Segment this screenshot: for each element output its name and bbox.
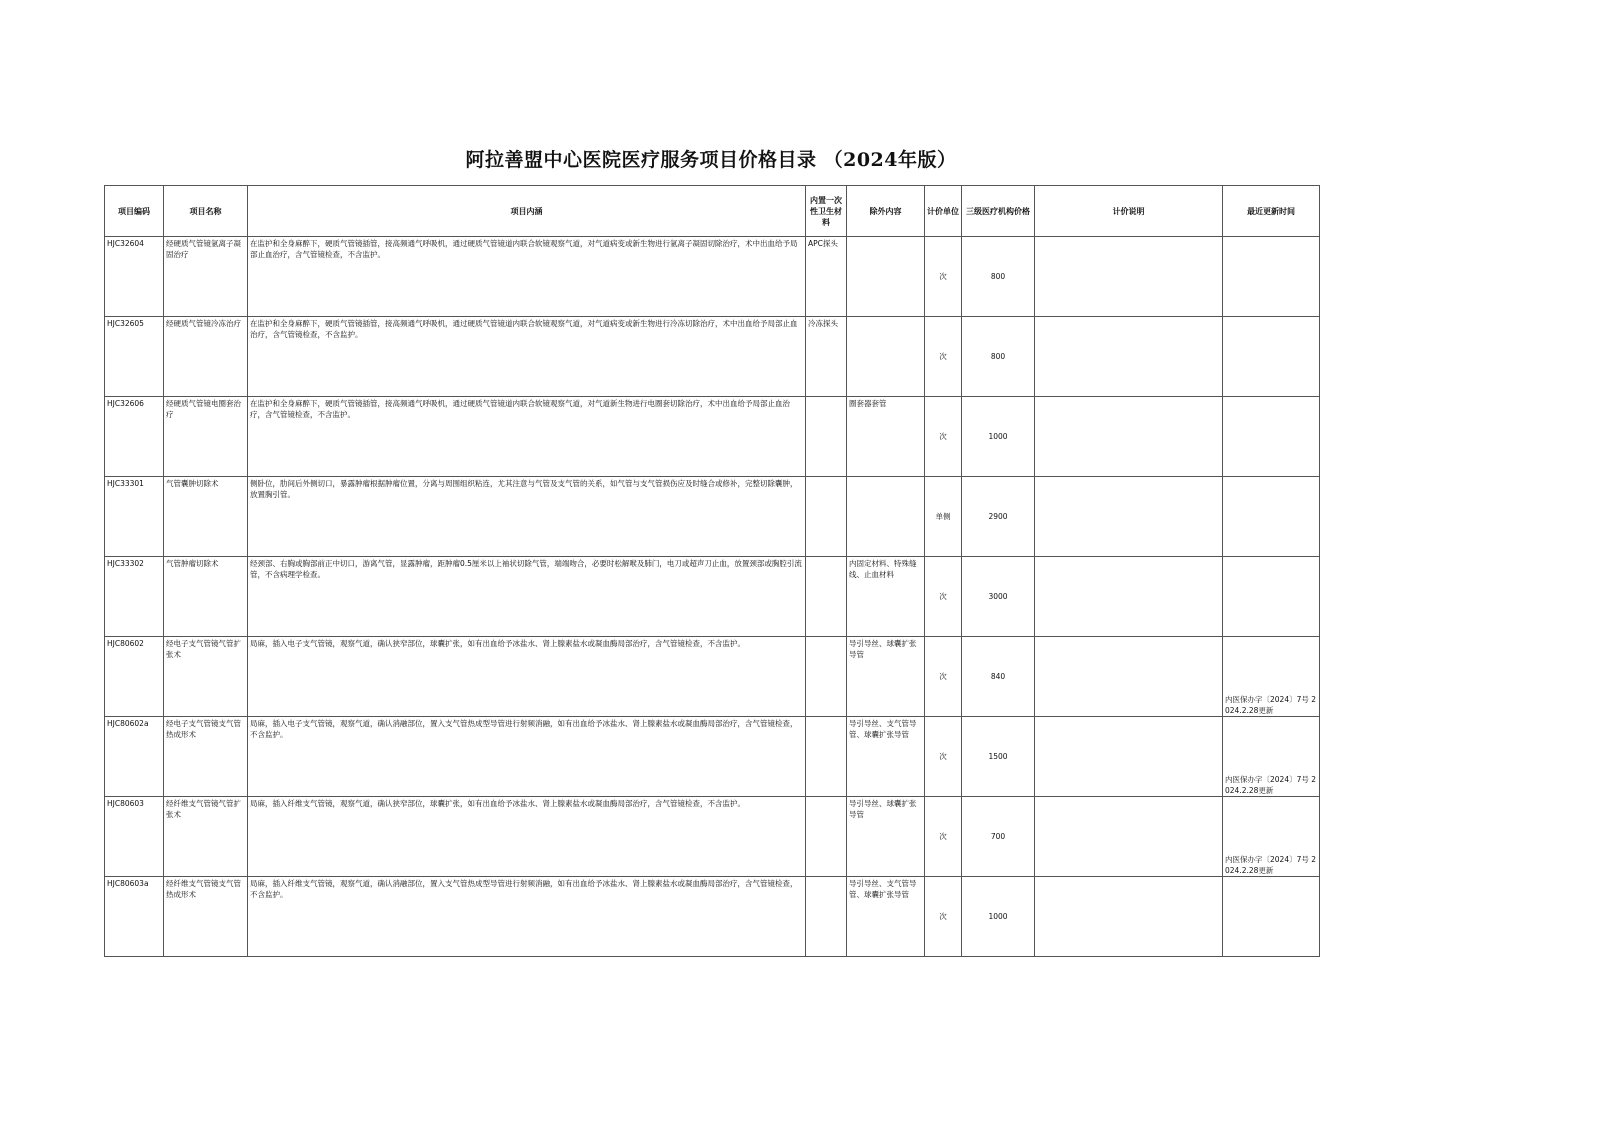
cell-material <box>806 717 847 797</box>
cell-content: 局麻，插入纤维支气管镜，观察气道，确认狭窄部位，球囊扩张，如有出血给予冰盐水、肾上腺素盐水或凝血酶局部治疗，含气管镜检查，不含监护。 <box>248 797 806 877</box>
cell-material <box>806 637 847 717</box>
cell-price: 700 <box>962 797 1035 877</box>
cell-updated <box>1223 397 1320 477</box>
cell-excluded: 导引导丝、支气管导管、球囊扩张导管 <box>847 877 925 957</box>
cell-content: 在监护和全身麻醉下，硬质气管镜插管，接高频通气呼吸机，通过硬质气管镜道内联合软镜观察气道，对气道新生物进行电圈套切除治疗，术中出血给予局部止血治疗，含气管镜检查，不含监护。 <box>248 397 806 477</box>
table-row <box>105 637 1320 717</box>
cell-excluded: 导引导丝、球囊扩张导管 <box>847 797 925 877</box>
cell-price: 1000 <box>962 877 1035 957</box>
cell-code: HJC32604 <box>105 237 164 317</box>
cell-note <box>1035 717 1223 797</box>
cell-code: HJC80602a <box>105 717 164 797</box>
cell-updated: 内医保办字〔2024〕7号 2024.2.28更新 <box>1223 717 1320 797</box>
cell-name: 经纤维支气管镜气管扩张术 <box>164 797 248 877</box>
cell-note <box>1035 557 1223 637</box>
cell-material <box>806 397 847 477</box>
cell-excluded: 内固定材料、特殊缝线、止血材料 <box>847 557 925 637</box>
cell-unit: 次 <box>925 797 962 877</box>
col-header-updated: 最近更新时间 <box>1223 186 1320 237</box>
cell-note <box>1035 317 1223 397</box>
col-header-material: 内置一次性卫生材料 <box>806 186 847 237</box>
cell-content: 在监护和全身麻醉下，硬质气管镜插管，接高频通气呼吸机，通过硬质气管镜道内联合软镜观察气道，对气道病变或新生物进行氩离子凝固切除治疗，术中出血给予局部止血治疗，含气管镜检查，不含监护。 <box>248 237 806 317</box>
cell-price: 3000 <box>962 557 1035 637</box>
table-row <box>105 557 1320 637</box>
cell-code: HJC32606 <box>105 397 164 477</box>
cell-content: 经颈部、右胸或胸部前正中切口，游离气管，显露肿瘤，距肿瘤0.5厘米以上袖状切除气管，端端吻合，必要时松解喉及肺门，电刀或超声刀止血，放置颈部或胸腔引流管，不含病理学检查。 <box>248 557 806 637</box>
page-title: 阿拉善盟中心医院医疗服务项目价格目录 （2024年版） <box>465 149 957 171</box>
cell-name: 经硬质气管镜氩离子凝固治疗 <box>164 237 248 317</box>
col-header-name: 项目名称 <box>164 186 248 237</box>
cell-updated <box>1223 317 1320 397</box>
cell-name: 经电子支气管镜气管扩张术 <box>164 637 248 717</box>
cell-name: 气管囊肿切除术 <box>164 477 248 557</box>
cell-unit: 次 <box>925 557 962 637</box>
cell-material <box>806 797 847 877</box>
cell-name: 气管肿瘤切除术 <box>164 557 248 637</box>
table-row <box>105 717 1320 797</box>
cell-note <box>1035 477 1223 557</box>
cell-code: HJC33302 <box>105 557 164 637</box>
cell-material: APC探头 <box>806 237 847 317</box>
cell-unit: 次 <box>925 237 962 317</box>
cell-name: 经硬质气管镜冷冻治疗 <box>164 317 248 397</box>
table-row <box>105 317 1320 397</box>
cell-updated: 内医保办字〔2024〕7号 2024.2.28更新 <box>1223 797 1320 877</box>
cell-price: 800 <box>962 317 1035 397</box>
cell-price: 2900 <box>962 477 1035 557</box>
cell-unit: 次 <box>925 397 962 477</box>
cell-material: 冷冻探头 <box>806 317 847 397</box>
cell-name: 经硬质气管镜电圈套治疗 <box>164 397 248 477</box>
cell-code: HJC80602 <box>105 637 164 717</box>
table-row <box>105 477 1320 557</box>
cell-material <box>806 477 847 557</box>
cell-price: 1500 <box>962 717 1035 797</box>
cell-code: HJC33301 <box>105 477 164 557</box>
cell-updated <box>1223 477 1320 557</box>
cell-unit: 次 <box>925 717 962 797</box>
col-header-price: 三级医疗机构价格 <box>962 186 1035 237</box>
cell-code: HJC32605 <box>105 317 164 397</box>
cell-note <box>1035 877 1223 957</box>
cell-updated <box>1223 877 1320 957</box>
col-header-code: 项目编码 <box>105 186 164 237</box>
cell-note <box>1035 637 1223 717</box>
cell-price: 1000 <box>962 397 1035 477</box>
col-header-content: 项目内涵 <box>248 186 806 237</box>
cell-code: HJC80603 <box>105 797 164 877</box>
cell-name: 经电子支气管镜支气管热成形术 <box>164 717 248 797</box>
cell-excluded: 导引导丝、球囊扩张导管 <box>847 637 925 717</box>
cell-unit: 次 <box>925 877 962 957</box>
cell-note <box>1035 797 1223 877</box>
cell-unit: 次 <box>925 637 962 717</box>
cell-price: 840 <box>962 637 1035 717</box>
cell-updated <box>1223 557 1320 637</box>
cell-excluded <box>847 237 925 317</box>
cell-material <box>806 877 847 957</box>
cell-updated: 内医保办字〔2024〕7号 2024.2.28更新 <box>1223 637 1320 717</box>
cell-price: 800 <box>962 237 1035 317</box>
cell-name: 经纤维支气管镜支气管热成形术 <box>164 877 248 957</box>
cell-content: 局麻，插入电子支气管镜，观察气道，确认狭窄部位，球囊扩张，如有出血给予冰盐水、肾上腺素盐水或凝血酶局部治疗，含气管镜检查，不含监护。 <box>248 637 806 717</box>
cell-content: 局麻，插入电子支气管镜，观察气道，确认消融部位，置入支气管热成型导管进行射频消融，如有出血给予冰盐水、肾上腺素盐水或凝血酶局部治疗，含气管镜检查，不含监护。 <box>248 717 806 797</box>
cell-content: 侧卧位，肋间后外侧切口，暴露肿瘤根据肿瘤位置，分离与周围组织粘连，尤其注意与气管及支气管的关系，如气管与支气管损伤应及时缝合或修补，完整切除囊肿，放置胸引管。 <box>248 477 806 557</box>
cell-excluded <box>847 317 925 397</box>
cell-excluded <box>847 477 925 557</box>
cell-note <box>1035 237 1223 317</box>
table-row <box>105 797 1320 877</box>
cell-unit: 次 <box>925 317 962 397</box>
cell-excluded: 导引导丝、支气管导管、球囊扩张导管 <box>847 717 925 797</box>
cell-note <box>1035 397 1223 477</box>
col-header-excluded: 除外内容 <box>847 186 925 237</box>
table-row <box>105 397 1320 477</box>
cell-unit: 单侧 <box>925 477 962 557</box>
price-table <box>104 185 1320 957</box>
header-row <box>105 186 1320 237</box>
cell-updated <box>1223 237 1320 317</box>
col-header-note: 计价说明 <box>1035 186 1223 237</box>
cell-excluded: 圈套器套管 <box>847 397 925 477</box>
cell-code: HJC80603a <box>105 877 164 957</box>
cell-content: 局麻，插入纤维支气管镜，观察气道，确认消融部位，置入支气管热成型导管进行射频消融，如有出血给予冰盐水、肾上腺素盐水或凝血酶局部治疗，含气管镜检查，不含监护。 <box>248 877 806 957</box>
table-row <box>105 877 1320 957</box>
cell-material <box>806 557 847 637</box>
table-row <box>105 237 1320 317</box>
col-header-unit: 计价单位 <box>925 186 962 237</box>
cell-content: 在监护和全身麻醉下，硬质气管镜插管，接高频通气呼吸机，通过硬质气管镜道内联合软镜观察气道，对气道病变或新生物进行冷冻切除治疗，术中出血给予局部止血治疗，含气管镜检查，不含监护。 <box>248 317 806 397</box>
